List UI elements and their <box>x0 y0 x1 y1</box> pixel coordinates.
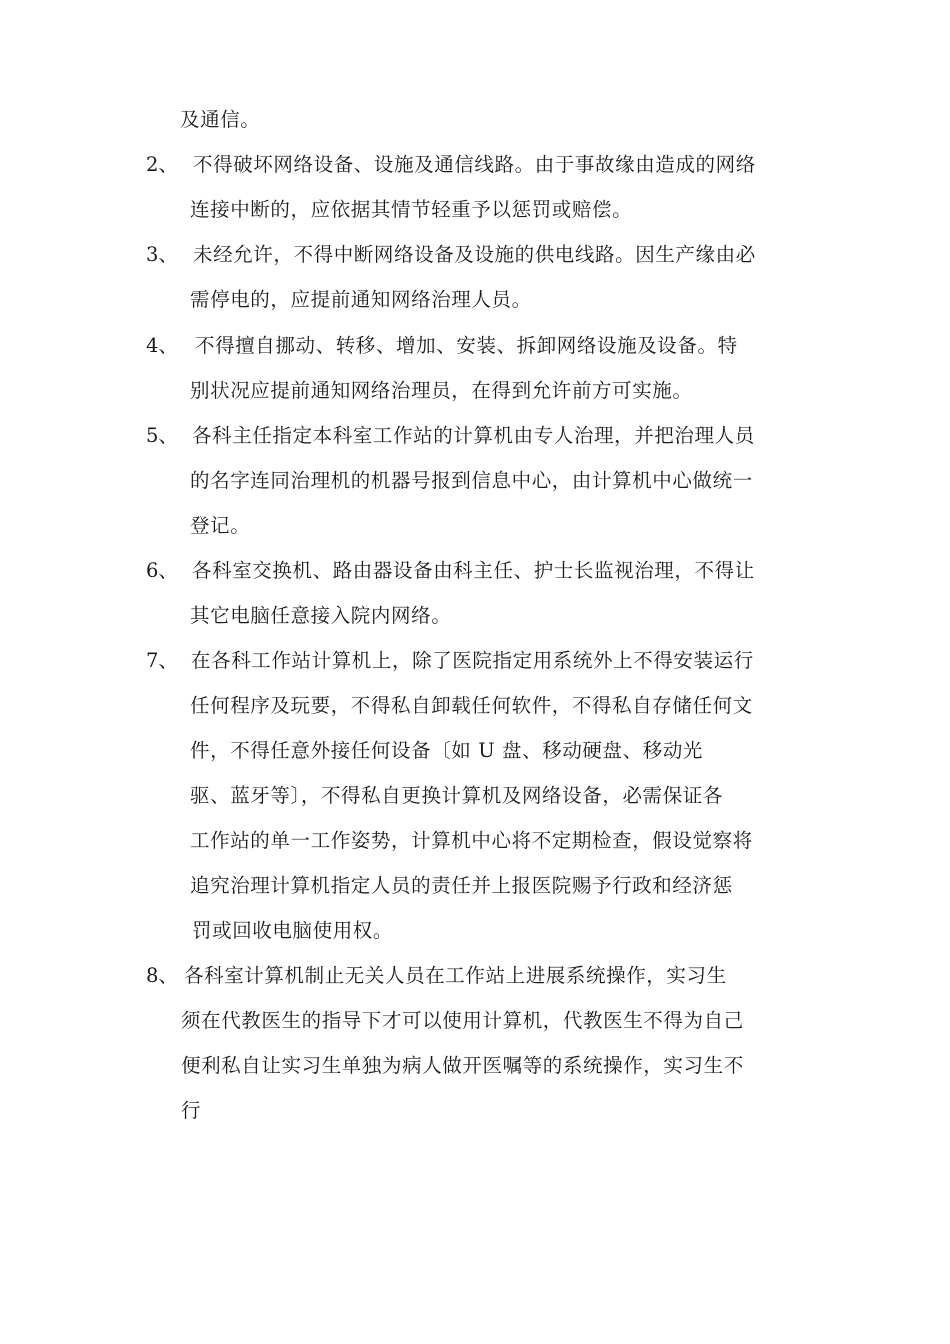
item-text-line: 便利私自让实习生单独为病人做开医嘱等的系统操作，实习生不 <box>181 1054 744 1077</box>
item-number: 7、 <box>146 649 178 672</box>
item-number: 3、 <box>146 243 178 266</box>
item-text-line: 任何程序及玩要，不得私自卸载任何软件，不得私自存储任何文 <box>190 694 753 717</box>
item-number: 6、 <box>146 559 178 582</box>
item-text-line: 在各科工作站计算机上，除了医院指定用系统外上不得安装运行 <box>191 649 754 672</box>
item-number: 4、 <box>146 334 178 357</box>
item-text-line: 不得擅自挪动、转移、增加、安装、拆卸网络设施及设备。特 <box>195 334 738 357</box>
item-text-line: 需停电的，应提前通知网络治理人员。 <box>190 288 532 311</box>
item-text-line: 不得破坏网络设备、设施及通信线路。由于事故缘由造成的网络 <box>193 153 756 176</box>
item-number: 5、 <box>146 424 178 447</box>
item-text-line: 工作站的单一工作姿势，计算机中心将不定期检查，假设觉察将 <box>190 829 753 852</box>
item-text-line: 未经允许，不得中断网络设备及设施的供电线路。因生产缘由必 <box>193 243 756 266</box>
item-text-line: 连接中断的，应依据其情节轻重予以惩罚或赔偿。 <box>190 198 633 221</box>
item-text-line: 须在代教医生的指导下才可以使用计算机，代教医生不得为自己 <box>181 1009 744 1032</box>
item-text-line: 各科室计算机制止无关人员在工作站上进展系统操作，实习生 <box>184 964 727 987</box>
item-text-line: 罚或回收电脑使用权。 <box>192 919 394 942</box>
item-text-line: 各科主任指定本科室工作站的计算机由专人治理，并把治理人员 <box>192 424 755 447</box>
item-text-line: 追究治理计算机指定人员的责任并上报医院赐予行政和经济惩 <box>190 874 733 897</box>
item-text-line: 的名字连同治理机的机器号报到信息中心，由计算机中心做统一 <box>190 469 753 492</box>
item-text-line: 件，不得任意外接任何设备〔如 U 盘、移动硬盘、移动光 <box>190 739 704 762</box>
continuation-line: 及通信。 <box>180 108 261 131</box>
item-number: 8、 <box>146 964 178 987</box>
item-text-line: 驱、蓝牙等〕，不得私自更换计算机及网络设备，必需保证各 <box>190 784 723 807</box>
item-text-line: 各科室交换机、路由器设备由科主任、护士长监视治理，不得让 <box>192 559 755 582</box>
item-number: 2、 <box>146 153 178 176</box>
item-text-line: 其它电脑任意接入院内网络。 <box>190 604 452 627</box>
item-text-line: 别状况应提前通知网络治理员，在得到允许前方可实施。 <box>190 379 693 402</box>
item-text-line: 行 <box>181 1099 202 1122</box>
item-text-line: 登记。 <box>190 514 251 537</box>
